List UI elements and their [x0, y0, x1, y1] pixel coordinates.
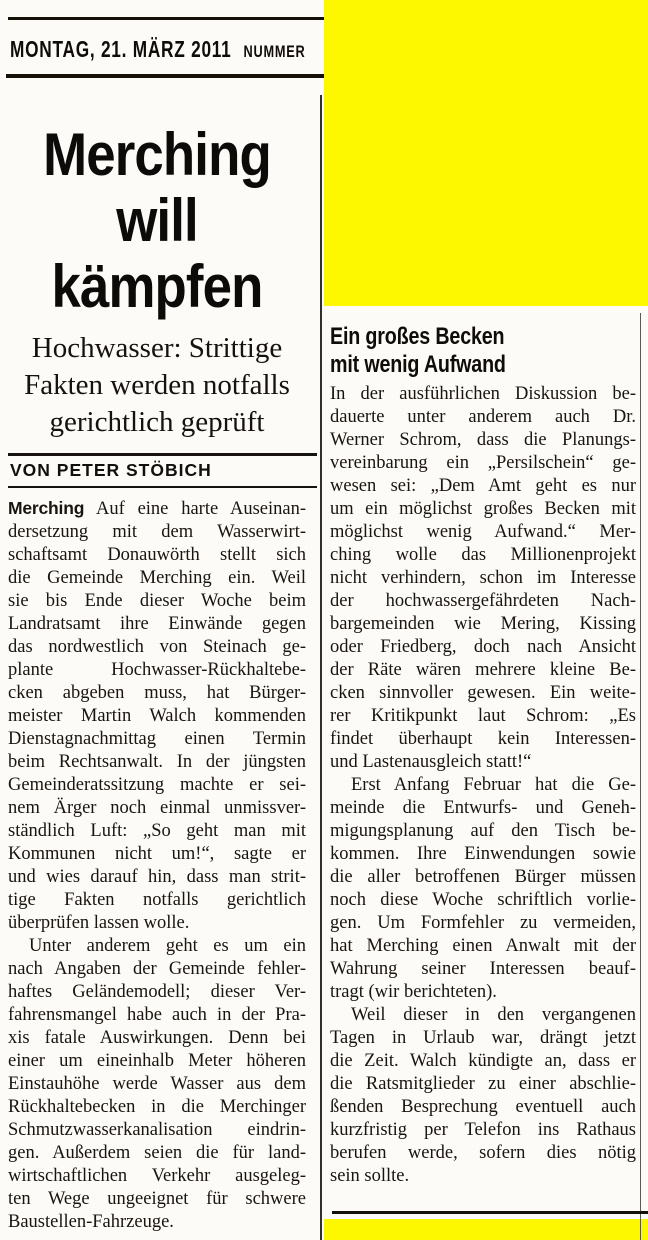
body-line: nem Ärger noch einmal unmissver-: [8, 798, 306, 818]
body-line: ching wolle das Millionenprojekt: [330, 545, 636, 565]
body-line: plante Hochwasser-Rückhaltebe-: [8, 660, 306, 680]
body-line: Merching Auf eine harte Auseinan-: [8, 498, 306, 519]
body-line: Einstauhöhe werde Wasser aus dem: [8, 1074, 306, 1094]
headline: [19, 122, 295, 320]
body-line: das nordwestlich von Steinach ge-: [8, 637, 306, 657]
body-line: migungsplanung auf den Tisch be-: [330, 821, 636, 841]
body-line: Kommunen nicht um!“, sagte er: [8, 844, 306, 864]
body-line: ten Wege ungeeignet für schwere: [8, 1189, 306, 1209]
body-line: kurzfristig per Telefon ins Rathaus: [330, 1120, 636, 1140]
column-divider-rule: [320, 95, 322, 1240]
body-line: möglichst wenig Aufwand.“ Mer-: [330, 522, 636, 542]
article-body-left: [8, 497, 306, 1234]
body-line: Landratsamt ihre Einwände gegen: [8, 614, 306, 634]
body-line: schaftsamt Donauwörth stellt sich: [8, 545, 306, 565]
body-line: wirtschaftlichen Verkehr ausgeleg-: [8, 1166, 306, 1186]
body-line: gen. Um Formfehler zu vermeiden,: [330, 913, 636, 933]
body-line: sie bis Ende dieser Woche beim: [8, 591, 306, 611]
body-line: ständlich Luft: „So geht man mit: [8, 821, 306, 841]
body-line: die Ratsmitglieder zu einer abschlie-: [330, 1074, 636, 1094]
masthead-top-rule: [8, 17, 326, 20]
body-line: Dienstagnachmittag einen Termin: [8, 729, 306, 749]
body-line: gen. Außerdem seien die für land-: [8, 1143, 306, 1163]
highlight-strip-bottom: [324, 1219, 648, 1240]
body-line: meister Martin Walch kommenden: [8, 706, 306, 726]
body-line: vereinbarung ein „Persilschein“ ge-: [330, 453, 636, 473]
body-line: die Zeit. Walch kündigte an, dass er: [330, 1051, 636, 1071]
masthead-bottom-rule: [6, 74, 326, 78]
subheadline: [0, 330, 314, 441]
subheadline-line: Fakten werden notfalls: [24, 369, 290, 401]
body-line: Gemeinderatssitzung machte er sei-: [8, 775, 306, 795]
body-line: Rückhaltebecken in die Merchinger: [8, 1097, 306, 1117]
body-line: Weil dieser in den vergangenen: [351, 1005, 636, 1025]
sidebar-title-line: mit wenig Aufwand: [330, 351, 506, 378]
body-line: beim Rechtsanwalt. In der jüngsten: [8, 752, 306, 772]
body-line: nicht verhindern, schon im Interesse: [330, 568, 636, 588]
body-line: die aller betroffenen Bürger müssen: [330, 867, 636, 887]
body-line: tige Fakten notfalls gerichtlich: [8, 890, 306, 910]
body-line: meinde die Entwurfs- und Geneh-: [330, 798, 636, 818]
right-edge-rule: [640, 313, 641, 1240]
masthead-date: MONTAG, 21. MÄRZ 2011: [10, 36, 232, 62]
body-line: findet überhaupt kein Interessen-: [330, 729, 636, 749]
body-line: Unter anderem geht es um ein: [29, 936, 306, 956]
body-line: um ein möglichst großes Becken mit: [330, 499, 636, 519]
body-line: hat Merching einen Anwalt mit der: [330, 936, 636, 956]
body-line: rer Kritikpunkt laut Schrom: „Es: [330, 706, 636, 726]
masthead-number-label: NUMMER: [243, 42, 306, 61]
highlight-block-top: [324, 0, 648, 306]
body-line: die Gemeinde Merching ein. Weil: [8, 568, 306, 588]
body-line: cken sinnvoller gewesen. Ein weite-: [330, 683, 636, 703]
body-line: Werner Schrom, dass die Planungs-: [330, 430, 636, 450]
body-line: xis fatale Auswirkungen. Denn bei: [8, 1028, 306, 1048]
body-line: berufen werde, sofern dies nötig: [330, 1143, 636, 1163]
body-line: und Lastenausgleich statt!“: [330, 752, 532, 772]
sidebar-title: [330, 323, 625, 379]
body-line: der hochwassergefährdeten Nach-: [330, 591, 636, 611]
headline-line: Merching: [43, 121, 271, 188]
sidebar-body: [330, 383, 636, 1188]
masthead: [10, 36, 305, 63]
body-line: dauerte unter anderem auch Dr.: [330, 407, 636, 427]
dateline-lead: Merching: [8, 498, 85, 518]
byline: [8, 453, 317, 488]
sidebar-title-line: Ein großes Becken: [330, 323, 505, 350]
body-line: und wies darauf hin, dass man strit-: [8, 867, 306, 887]
byline-text: VON PETER STÖBICH: [10, 460, 212, 480]
body-line: haftes Geländemodell; dieser Ver-: [8, 982, 306, 1002]
body-line: bargemeinden wie Mering, Kissing: [330, 614, 636, 634]
subheadline-line: Hochwasser: Strittige: [31, 332, 283, 364]
body-line: sein sollte.: [330, 1166, 410, 1186]
body-line: überprüfen lassen wolle.: [8, 913, 190, 933]
body-line: wesen sei: „Dem Amt geht es nur: [330, 476, 636, 496]
body-line: nach Angaben der Gemeinde fehler-: [8, 959, 306, 979]
body-line: noch diese Woche schriftlich vorlie-: [330, 890, 636, 910]
headline-line: will: [116, 187, 198, 254]
body-line: Wahrung seiner Interessen beauf-: [330, 959, 636, 979]
body-line: tragt (wir berichteten).: [330, 982, 497, 1002]
headline-line: kämpfen: [51, 253, 263, 320]
body-line: ßenden Besprechung eventuell auch: [330, 1097, 636, 1117]
body-line: Schmutzwasserkanalisation eindrin-: [8, 1120, 306, 1140]
subheadline-line: gerichtlich geprüft: [49, 406, 265, 438]
body-line: dersetzung mit dem Wasserwirt-: [8, 522, 306, 542]
body-line: Baustellen-Fahrzeuge.: [8, 1212, 174, 1232]
body-line: Tagen in Urlaub war, drängt jetzt: [330, 1028, 636, 1048]
body-line: einer um eineinhalb Meter höheren: [8, 1051, 306, 1071]
body-line: fahrensmangel habe auch in der Pra-: [8, 1005, 306, 1025]
body-line: der Räte wären mehrere kleine Be-: [330, 660, 636, 680]
body-line: oder Friedberg, doch nach Ansicht: [330, 637, 636, 657]
body-line: Erst Anfang Februar hat die Ge-: [351, 775, 636, 795]
body-line: cken abgeben muss, hat Bürger-: [8, 683, 306, 703]
body-line: In der ausführlichen Diskussion be-: [330, 384, 636, 404]
body-line: kommen. Ihre Einwendungen sowie: [330, 844, 636, 864]
sidebar-bottom-rule: [332, 1211, 648, 1214]
